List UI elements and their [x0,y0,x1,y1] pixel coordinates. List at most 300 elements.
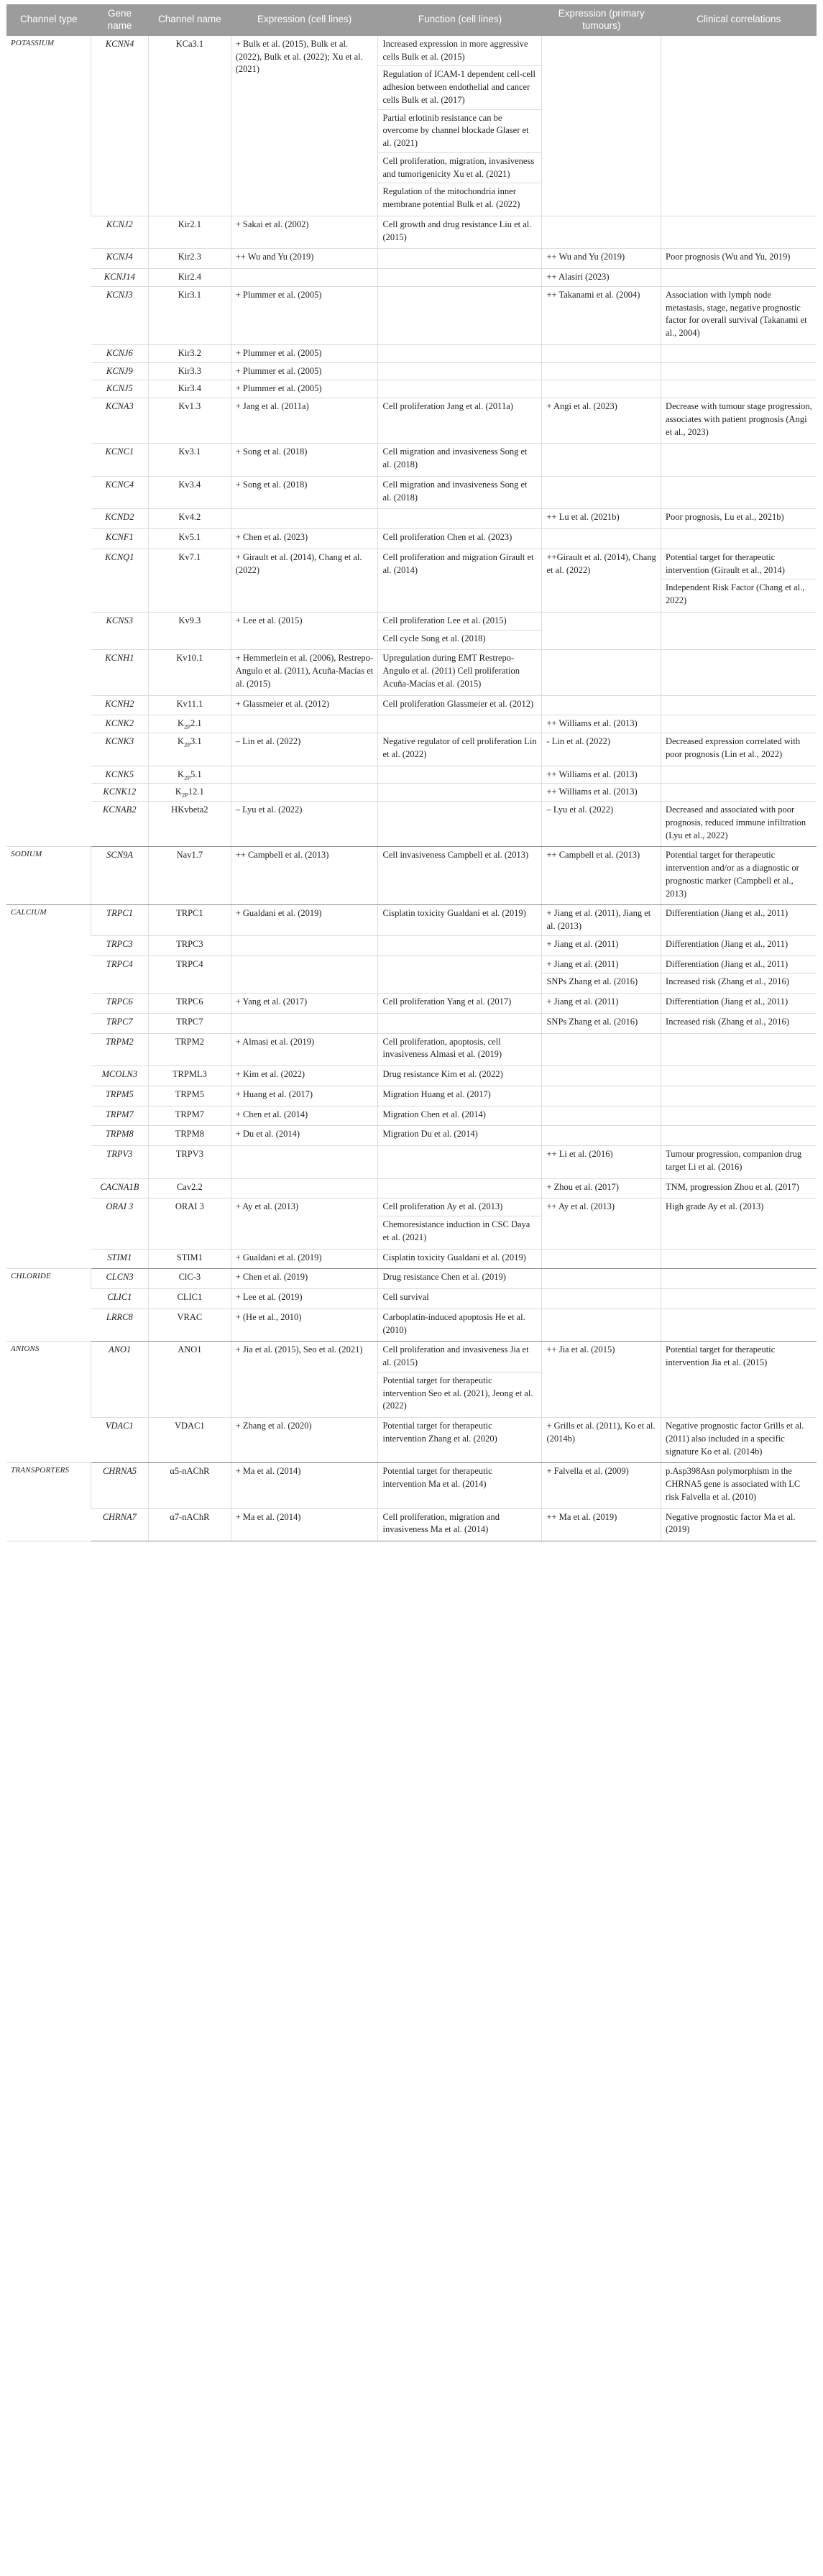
expression-cell-lines-cell [231,269,378,287]
gene-name-cell: KCNAB2 [91,802,149,847]
expression-cell-lines-cell [231,1178,378,1198]
table-row [6,847,817,905]
clinical-correlation-cell [661,612,817,650]
channel-type-cell: SODIUM [6,847,91,905]
function-cell [378,1289,542,1309]
expression-primary-cell [542,1126,661,1146]
expression-cell-lines-cell: + Gualdani et al. (2019) [231,1249,378,1269]
function-cell [378,1418,542,1463]
expression-primary-cell: ++ Ay et al. (2013) [542,1198,661,1249]
table-row [6,802,817,847]
function-cell [378,380,542,398]
clinical-correlation-cell [661,955,817,994]
gene-name-cell: TRPC3 [91,935,149,955]
clinical-correlation-cell [661,935,817,955]
expression-primary-cell [542,362,661,380]
function-entry: Migration Huang et al. (2017) [382,1088,491,1099]
expression-cell-lines-cell [231,509,378,529]
function-cell [378,733,542,766]
clinical-entry: Differentiation (Jiang et al., 2011) [666,958,788,969]
expression-cell-lines-cell: + Jia et al. (2015), Seo et al. (2021) [231,1342,378,1418]
table-row [6,715,817,733]
expression-primary-cell [542,344,661,362]
header-cell: Clinical correlations [661,4,817,36]
function-cell [378,955,542,994]
gene-name-cell: KCND2 [91,509,149,529]
channel-name: STIM1 [176,1252,203,1262]
expression-cell-lines-cell: + Song et al. (2018) [231,444,378,477]
clinical-entry: High grade Ay et al. (2013) [666,1201,764,1212]
table-row [6,994,817,1014]
header-cell: Channel name [149,4,231,36]
channel-name-cell [149,733,231,766]
table-row [6,269,817,287]
expression-cell-lines-cell: – Lyu et al. (2022) [231,802,378,847]
clinical-correlation-cell [661,509,817,529]
table-row [6,1269,817,1289]
clinical-correlation-cell [661,847,817,905]
expression-primary-cell [542,380,661,398]
expression-cell-lines-cell [231,1146,378,1179]
expression-primary-cell [542,1066,661,1086]
function-cell [378,1269,542,1289]
channel-name: α7-nAChR [170,1511,210,1522]
table-row [6,1013,817,1033]
gene-name-cell: TRPM8 [91,1126,149,1146]
clinical-correlation-cell [661,1418,817,1463]
channel-name-cell [149,715,231,733]
channel-name: Kv5.1 [178,532,201,542]
clinical-correlation-cell [661,398,817,444]
channel-name: Kv7.1 [178,551,201,562]
ion-channel-table [6,4,817,1541]
expression-primary-cell [542,650,661,695]
expression-cell-lines-cell: + Kim et al. (2022) [231,1066,378,1086]
expression-primary-cell [542,1249,661,1269]
function-entry: Potential target for therapeutic intervention Ma et al. (2014) [382,1466,492,1489]
gene-name-cell: TRPM2 [91,1033,149,1066]
expression-cell-lines-cell [231,715,378,733]
expression-cell-lines-cell: + Plummer et al. (2005) [231,344,378,362]
gene-name-cell: CACNA1B [91,1178,149,1198]
channel-name-cell [149,529,231,549]
clinical-correlation-cell [661,650,817,695]
header-row [6,4,817,36]
expression-primary-cell: + Jiang et al. (2011) [542,994,661,1014]
channel-name: TRPC1 [176,908,203,919]
clinical-correlation-cell [661,1198,817,1249]
channel-subscript: 2P [181,791,188,799]
channel-name: Kir3.2 [178,347,201,358]
channel-name: Kv3.4 [178,479,201,490]
primary-entry: + Jiang et al. (2011) [546,958,619,969]
expression-cell-lines-cell [231,1013,378,1033]
expression-cell-lines-cell: + Du et al. (2014) [231,1126,378,1146]
expression-primary-cell: ++ Jia et al. (2015) [542,1342,661,1418]
table-row [6,1418,817,1463]
clinical-entry: Potential target for therapeutic intervention (Girault et al., 2014) [666,551,785,575]
expression-primary-cell: ++ Williams et al. (2013) [542,784,661,802]
clinical-correlation-cell [661,1508,817,1541]
expression-cell-lines-cell [231,784,378,802]
expression-primary-cell: + Zhou et al. (2017) [542,1178,661,1198]
function-cell [378,444,542,477]
table-row [6,398,817,444]
clinical-correlation-cell [661,269,817,287]
table-row [6,1126,817,1146]
function-cell [378,1126,542,1146]
expression-primary-cell: ++ Lu et al. (2021b) [542,509,661,529]
function-entry: Partial erlotinib resistance can be overcome by channel blockade Glaser et al. (2021) [378,109,541,152]
table-row [6,1249,817,1269]
expression-cell-lines-cell: + Ma et al. (2014) [231,1463,378,1508]
channel-name: TRPV3 [175,1149,203,1159]
function-cell [378,1086,542,1106]
function-cell [378,1146,542,1179]
function-cell [378,695,542,715]
clinical-entry: Independent Risk Factor (Chang et al., 2022) [661,579,817,610]
expression-primary-cell [542,1106,661,1126]
function-cell [378,269,542,287]
expression-primary-cell [542,695,661,715]
channel-name-cell [149,476,231,509]
channel-name-cell [149,695,231,715]
gene-name-cell: STIM1 [91,1249,149,1269]
channel-name: TRPM8 [175,1129,204,1140]
header-cell: Expression (primary tumours) [542,4,661,36]
clinical-entry: Decrease with tumour stage progression, associates with patient prognosis (Angi et al., 2023) [666,401,812,437]
channel-name: ANO1 [178,1344,202,1355]
function-entry: Cell proliferation, apoptosis, cell invasiveness Almasi et al. (2019) [382,1036,502,1060]
function-entry: Cell proliferation Ay et al. (2013) [382,1201,503,1212]
expression-primary-cell: + Grills et al. (2011), Ko et al. (2014b) [542,1418,661,1463]
expression-cell-lines-cell: + Zhang et al. (2020) [231,1418,378,1463]
channel-name: ClC-3 [178,1272,201,1283]
expression-primary-cell [542,36,661,216]
function-cell [378,612,542,650]
gene-name-cell: KCNJ9 [91,362,149,380]
clinical-correlation-cell [661,1033,817,1066]
expression-primary-cell: + Falvella et al. (2009) [542,1463,661,1508]
channel-name: KCa3.1 [175,38,204,49]
gene-name-cell: KCNJ2 [91,216,149,249]
expression-primary-cell: SNPs Zhang et al. (2016) [542,1013,661,1033]
clinical-correlation-cell [661,994,817,1014]
expression-primary-cell [542,1033,661,1066]
clinical-correlation-cell [661,286,817,344]
table-row [6,905,817,936]
gene-name-cell: KCNC1 [91,444,149,477]
expression-cell-lines-cell: + Lee et al. (2019) [231,1289,378,1309]
clinical-correlation-cell [661,1086,817,1106]
channel-name: HKvbeta2 [171,805,208,815]
function-entry: Cell proliferation Lee et al. (2015) [382,615,507,625]
expression-primary-cell: ++ Li et al. (2016) [542,1146,661,1179]
expression-cell-lines-cell: + Plummer et al. (2005) [231,380,378,398]
expression-primary-cell [542,216,661,249]
clinical-correlation-cell [661,529,817,549]
function-entry: Cell proliferation and invasiveness Jia et al. (2015) [382,1344,529,1367]
clinical-correlation-cell [661,1146,817,1179]
channel-type-cell: POTASSIUM [6,36,91,847]
function-cell [378,476,542,509]
expression-primary-cell [542,1308,661,1342]
table-row [6,380,817,398]
function-entry: Cell growth and drug resistance Liu et al. (2015) [382,219,532,242]
gene-name-cell: TRPC4 [91,955,149,994]
expression-primary-cell: + Jiang et al. (2011) [542,935,661,955]
clinical-correlation-cell [661,1178,817,1198]
clinical-correlation-cell [661,476,817,509]
channel-name-cell [149,1033,231,1066]
expression-primary-cell: ++ Takanami et al. (2004) [542,286,661,344]
table-row [6,1289,817,1309]
expression-primary-cell: + Jiang et al. (2011), Jiang et al. (2013) [542,905,661,936]
expression-primary-cell [542,955,661,994]
function-cell [378,766,542,784]
channel-name-cell [149,269,231,287]
table-row [6,476,817,509]
table-row [6,344,817,362]
clinical-correlation-cell [661,1342,817,1418]
gene-name-cell: KCNJ3 [91,286,149,344]
expression-primary-cell [542,1269,661,1289]
function-cell [378,935,542,955]
function-cell [378,1066,542,1086]
clinical-correlation-cell [661,1249,817,1269]
channel-name-cell [149,286,231,344]
function-entry: Cell migration and invasiveness Song et al. (2018) [382,446,528,469]
channel-name: Cav2.2 [176,1181,203,1192]
expression-cell-lines-cell: + Lee et al. (2015) [231,612,378,650]
table-row [6,650,817,695]
clinical-correlation-cell [661,905,817,936]
function-cell [378,847,542,905]
table-row [6,695,817,715]
gene-name-cell: KCNK12 [91,784,149,802]
gene-name-cell: TRPM7 [91,1106,149,1126]
function-entry: Cisplatin toxicity Gualdani et al. (2019) [382,1252,526,1262]
expression-cell-lines-cell: + Plummer et al. (2005) [231,286,378,344]
gene-name-cell: CHRNA7 [91,1508,149,1541]
function-entry: Cell proliferation Jang et al. (2011a) [382,401,513,411]
expression-cell-lines-cell: + Glassmeier et al. (2012) [231,695,378,715]
channel-name: VRAC [177,1311,203,1322]
expression-cell-lines-cell: + Jang et al. (2011a) [231,398,378,444]
gene-name-cell: CLIC1 [91,1289,149,1309]
channel-type-cell: CALCIUM [6,905,91,1269]
channel-type-cell: TRANSPORTERS [6,1463,91,1541]
function-entry: Regulation of the mitochondria inner membrane potential Bulk et al. (2022) [378,183,541,214]
table-row [6,1066,817,1086]
function-entry: Potential target for therapeutic intervention Seo et al. (2021), Jeong et al. (2022) [378,1372,541,1415]
expression-cell-lines-cell [231,935,378,955]
channel-name-cell [149,802,231,847]
clinical-entry: Decreased and associated with poor prognosis, reduced immune infiltration (Lyu et al., 2022) [666,805,806,840]
channel-subscript: 2P [184,723,191,730]
function-cell [378,529,542,549]
table-row [6,1086,817,1106]
function-cell [378,249,542,269]
expression-cell-lines-cell: + Sakai et al. (2002) [231,216,378,249]
function-entry: Upregulation during EMT Restrepo-Angulo et al. (2011) Cell proliferation Acuña-Macías et al. (2015) [382,653,520,689]
gene-name-cell: LRRC8 [91,1308,149,1342]
table-row [6,1342,817,1418]
gene-name-cell: SCN9A [91,847,149,905]
channel-name-cell [149,1013,231,1033]
function-cell [378,549,542,612]
function-entry: Potential target for therapeutic intervention Zhang et al. (2020) [382,1421,497,1444]
function-cell [378,1106,542,1126]
function-entry: Cell proliferation Glassmeier et al. (2012) [382,698,534,709]
expression-cell-lines-cell: + Yang et al. (2017) [231,994,378,1014]
table-page [6,4,817,1541]
clinical-entry: Potential target for therapeutic intervention Jia et al. (2015) [666,1344,776,1367]
function-cell [378,1508,542,1541]
expression-primary-cell: ++ Williams et al. (2013) [542,715,661,733]
function-entry: Cisplatin toxicity Gualdani et al. (2019) [382,908,526,919]
gene-name-cell: CHRNA5 [91,1463,149,1508]
channel-name-cell [149,1249,231,1269]
channel-name: TRPC4 [176,958,203,969]
gene-name-cell: KCNK2 [91,715,149,733]
expression-cell-lines-cell [231,766,378,784]
function-cell [378,216,542,249]
function-entry: Drug resistance Chen et al. (2019) [382,1272,506,1283]
table-row [6,935,817,955]
expression-cell-lines-cell: + Huang et al. (2017) [231,1086,378,1106]
expression-cell-lines-cell: + Bulk et al. (2015), Bulk et al. (2022), Bulk et al. (2022); Xu et al. (2021) [231,36,378,216]
expression-primary-cell: ++ Campbell et al. (2013) [542,847,661,905]
clinical-entry: Poor prognosis, Lu et al., 2021b) [666,512,784,523]
clinical-correlation-cell [661,802,817,847]
channel-name-cell [149,1086,231,1106]
channel-name-cell [149,1178,231,1198]
channel-name: Kir2.1 [178,219,201,229]
channel-name-cell [149,1308,231,1342]
channel-name: Kir3.3 [178,365,201,376]
clinical-correlation-cell [661,1106,817,1126]
expression-cell-lines-cell: + (He et al., 2010) [231,1308,378,1342]
channel-name: Kir2.3 [178,252,201,262]
function-cell [378,802,542,847]
expression-cell-lines-cell: + Chen et al. (2023) [231,529,378,549]
clinical-correlation-cell [661,1126,817,1146]
table-row [6,784,817,802]
expression-cell-lines-cell: + Almasi et al. (2019) [231,1033,378,1066]
channel-name: K [178,718,185,729]
expression-primary-cell: + Angi et al. (2023) [542,398,661,444]
channel-name-cell [149,650,231,695]
channel-name-cell [149,249,231,269]
gene-name-cell: MCOLN3 [91,1066,149,1086]
clinical-entry: Negative prognostic factor Grills et al. (2011) also included in a specific signature Ko et al. (2014b) [666,1421,804,1457]
channel-name-cell [149,444,231,477]
clinical-entry: Negative prognostic factor Ma et al. (2019) [666,1511,796,1535]
channel-name-cell [149,36,231,216]
function-entry: Cell proliferation Chen et al. (2023) [382,532,512,542]
clinical-entry: Decreased expression correlated with poor prognosis (Lin et al., 2022) [666,736,801,759]
expression-cell-lines-cell: + Plummer et al. (2005) [231,362,378,380]
expression-cell-lines-cell: + Song et al. (2018) [231,476,378,509]
function-entry: Carboplatin-induced apoptosis He et al. (2010) [382,1311,525,1335]
expression-cell-lines-cell: + Ma et al. (2014) [231,1508,378,1541]
clinical-entry: Increased risk (Zhang et al., 2016) [666,1016,789,1027]
clinical-entry: Differentiation (Jiang et al., 2011) [666,938,788,949]
channel-name-cell [149,1106,231,1126]
function-entry: Cell proliferation and migration Girault et al. (2014) [382,551,534,575]
gene-name-cell: KCNH2 [91,695,149,715]
primary-entry: SNPs Zhang et al. (2016) [542,973,661,991]
expression-primary-cell: – Lyu et al. (2022) [542,802,661,847]
header-cell: Expression (cell lines) [231,4,378,36]
function-entry: Increased expression in more aggressive cells Bulk et al. (2015) [382,38,528,62]
function-entry: Cell survival [382,1292,429,1302]
function-cell [378,1198,542,1249]
function-cell [378,1178,542,1198]
channel-name-cell [149,1269,231,1289]
channel-name-cell [149,766,231,784]
expression-primary-cell: ++ Williams et al. (2013) [542,766,661,784]
table-row [6,249,817,269]
table-row [6,362,817,380]
channel-name-cell [149,398,231,444]
table-row [6,1146,817,1179]
channel-name: TRPM2 [175,1036,204,1047]
table-row [6,549,817,612]
table-row [6,444,817,477]
channel-name-cell [149,216,231,249]
table-row [6,36,817,216]
expression-primary-cell: ++ Alasiri (2023) [542,269,661,287]
channel-name-cell [149,1342,231,1418]
channel-name: Kir3.4 [178,383,201,394]
expression-primary-cell: ++ Ma et al. (2019) [542,1508,661,1541]
channel-name-cell [149,935,231,955]
channel-name: TRPC6 [176,996,203,1007]
gene-name-cell: KCNN4 [91,36,149,216]
function-cell [378,344,542,362]
expression-primary-cell: - Lin et al. (2022) [542,733,661,766]
table-row [6,1198,817,1249]
clinical-entry: Differentiation (Jiang et al., 2011) [666,996,788,1007]
function-cell [378,994,542,1014]
expression-cell-lines-cell: + Chen et al. (2019) [231,1269,378,1289]
gene-name-cell: KCNS3 [91,612,149,650]
table-row [6,955,817,994]
table-row [6,286,817,344]
table-row [6,1178,817,1198]
clinical-correlation-cell [661,1013,817,1033]
channel-type-cell: ANIONS [6,1342,91,1463]
clinical-correlation-cell [661,216,817,249]
channel-name-cell [149,549,231,612]
clinical-entry: Association with lymph node metastasis, stage, negative prognostic factor for overall survival (Takanami et al., 2004) [666,289,807,338]
channel-name: Kir2.4 [178,272,201,282]
channel-name-suffix: 3.1 [190,736,202,746]
gene-name-cell: KCNJ6 [91,344,149,362]
clinical-entry: Potential target for therapeutic intervention and/or as a diagnostic or prognostic marker (Campbell et al., 2013) [666,850,799,899]
channel-name-cell [149,612,231,650]
expression-primary-cell [542,476,661,509]
function-cell [378,1463,542,1508]
function-cell [378,1249,542,1269]
function-cell [378,509,542,529]
expression-cell-lines-cell [231,955,378,994]
channel-name: VDAC1 [175,1421,205,1431]
gene-name-cell: TRPC7 [91,1013,149,1033]
function-cell [378,286,542,344]
